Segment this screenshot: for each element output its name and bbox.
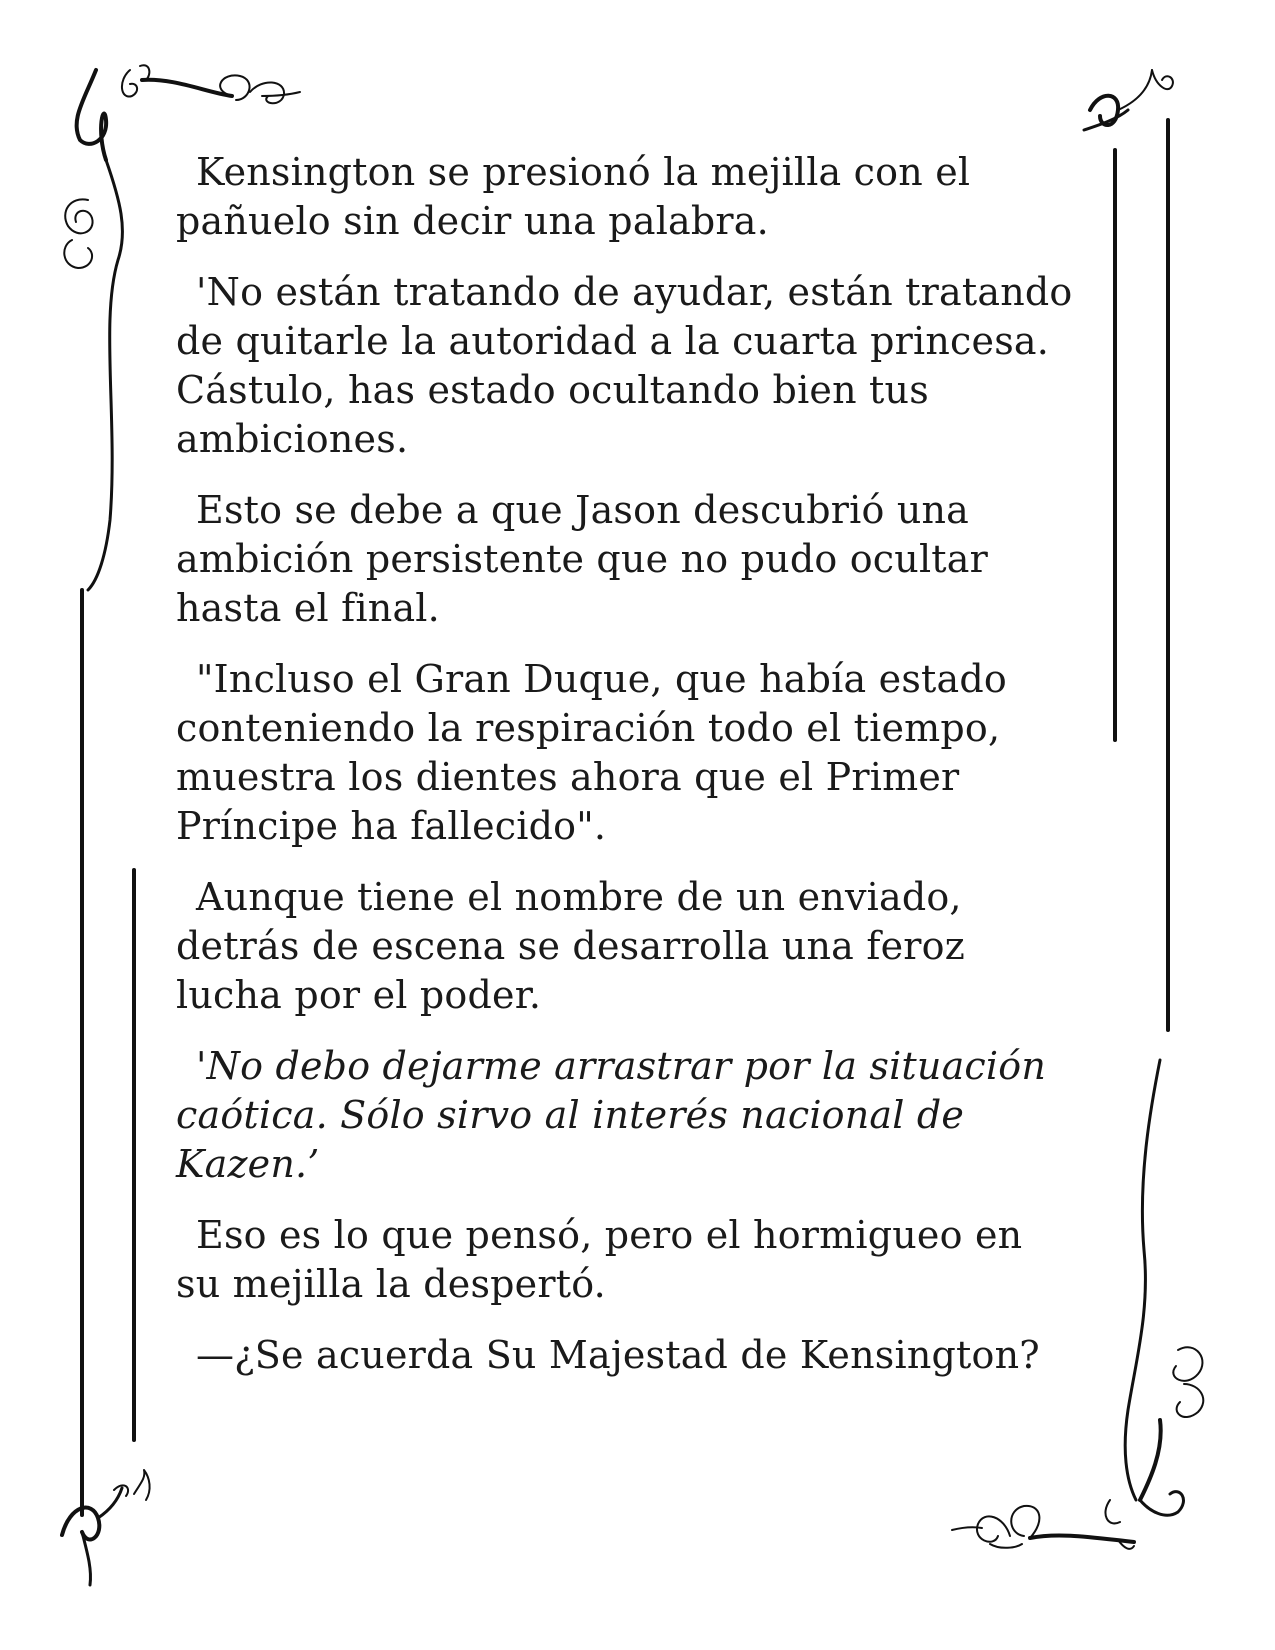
paragraph-4: "Incluso el Gran Duque, que había estado conteniendo la respiración todo el tiempo, muestra los dientes ahora que el Primer Príncipe ha fallecido". (176, 657, 1007, 848)
paragraph-1: Kensington se presionó la mejilla con el pañuelo sin decir una palabra. (176, 150, 971, 243)
flourish-bottom-left-icon (62, 1470, 150, 1585)
paragraph-6-italic-thought: 'No debo dejarme arrastrar por la situación caótica. Sólo sirvo al interés nacional de Kazen.’ (176, 1044, 1047, 1186)
paragraph-7: Eso es lo que pensó, pero el hormigueo en su mejilla la despertó. (176, 1213, 1023, 1306)
paragraph-8-dialogue: —¿Se acuerda Su Majestad de Kensington? (196, 1333, 1040, 1377)
paragraph-2: 'No están tratando de ayudar, están tratando de quitarle la autoridad a la cuarta princesa. Cástulo, has estado ocultando bien tus ambiciones. (176, 270, 1073, 461)
flourish-top-right-icon (1084, 70, 1173, 1030)
page-body (176, 148, 1076, 1402)
paragraph-3: Esto se debe a que Jason descubrió una ambición persistente que no pudo ocultar hasta el final. (176, 488, 988, 630)
paragraph-5: Aunque tiene el nombre de un enviado, detrás de escena se desarrolla una feroz lucha por el poder. (176, 875, 965, 1017)
